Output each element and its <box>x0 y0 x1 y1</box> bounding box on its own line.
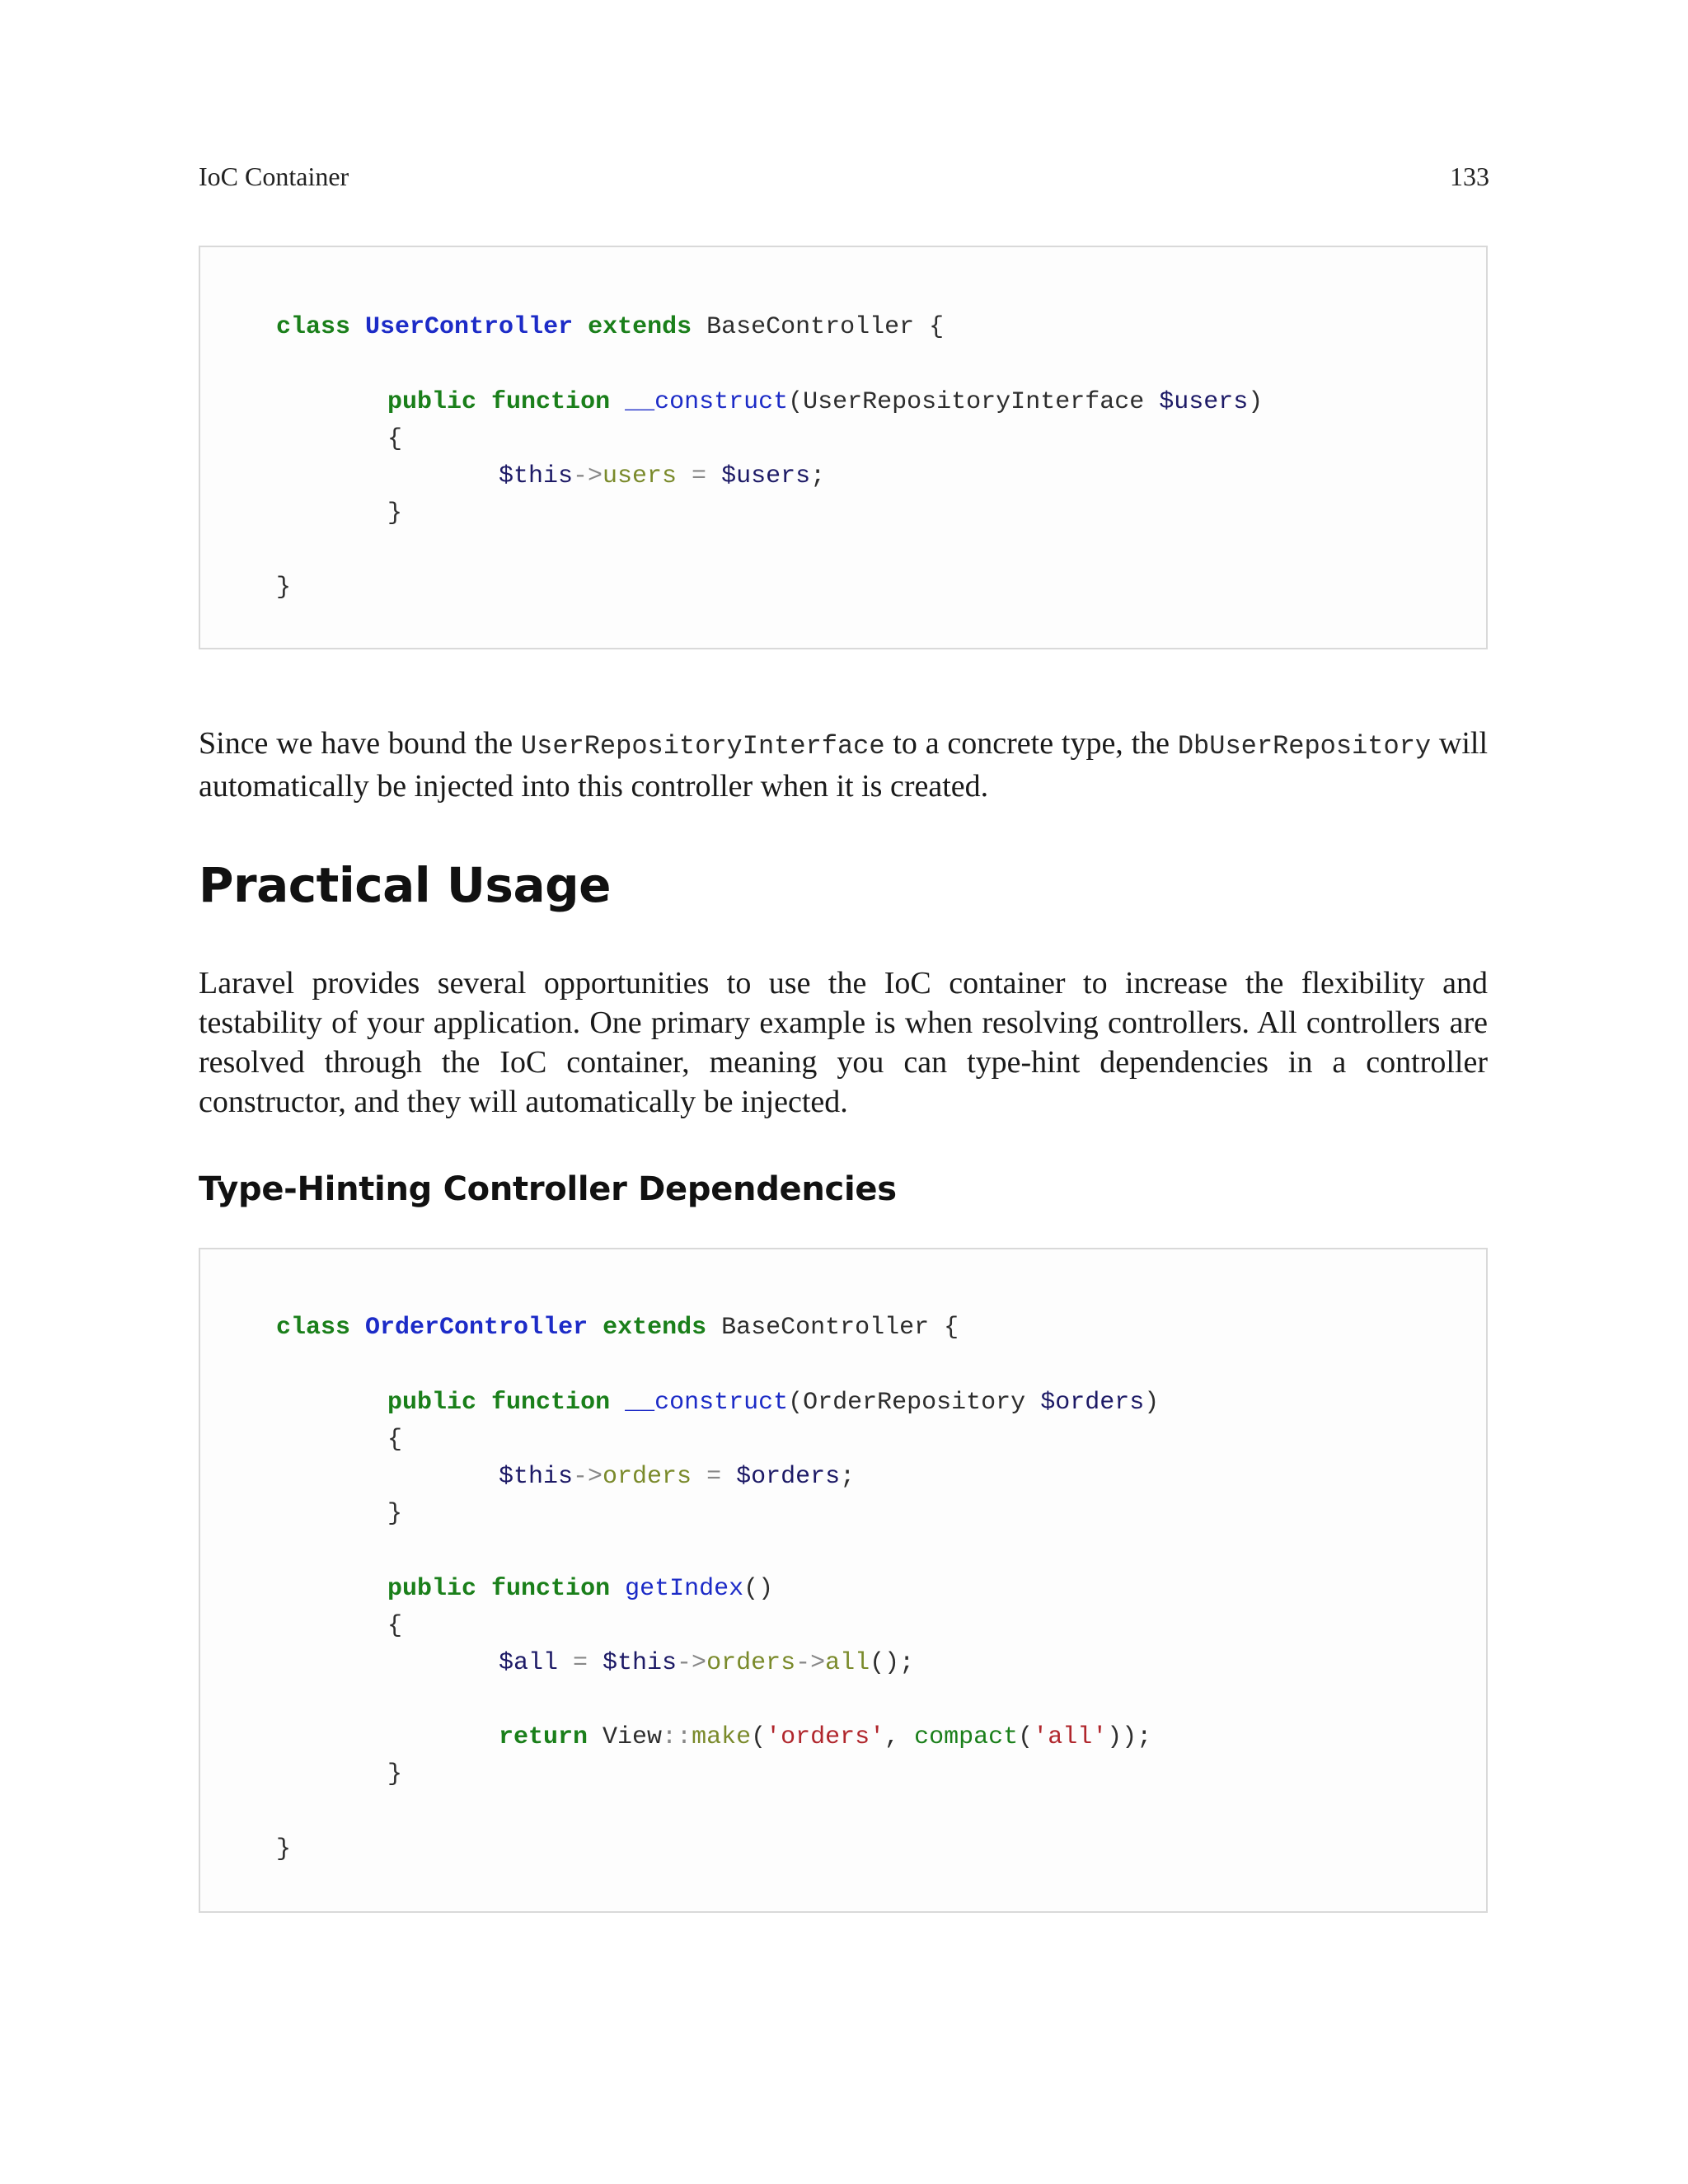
code-text: (); <box>870 1649 915 1677</box>
code-string: 'all' <box>1033 1723 1108 1751</box>
code-operator: -> <box>795 1649 826 1677</box>
code-property: orders <box>706 1649 796 1677</box>
code-line <box>387 1386 1159 1419</box>
code-function-name: __construct <box>625 388 789 416</box>
inline-code: DbUserRepository <box>1177 731 1432 762</box>
code-text: ( <box>751 1723 767 1751</box>
code-brace: } <box>276 574 292 602</box>
code-line <box>387 497 402 530</box>
code-operator: -> <box>573 1463 603 1491</box>
code-text: BaseController { <box>721 1314 959 1342</box>
code-property: all <box>825 1649 870 1677</box>
code-line <box>499 1647 914 1680</box>
code-keyword: public <box>387 1575 477 1603</box>
code-text: (OrderRepository <box>788 1389 1041 1417</box>
code-keyword: function <box>491 1575 611 1603</box>
code-class-name: OrderController <box>365 1314 588 1342</box>
code-text: BaseController { <box>706 313 945 341</box>
code-line <box>387 1610 402 1643</box>
code-line <box>276 1833 291 1866</box>
code-variable: $all <box>499 1649 559 1677</box>
paragraph-text: will automatically be injected into this controller when it is created. <box>199 726 1489 804</box>
code-block-user-controller <box>199 246 1488 649</box>
inline-code: UserRepositoryInterface <box>520 731 885 762</box>
code-class-name: UserController <box>365 313 574 341</box>
code-keyword: function <box>491 1389 611 1417</box>
paragraph-text: to a concrete type, the <box>884 726 1178 761</box>
code-method: make <box>692 1723 752 1751</box>
code-brace: } <box>387 1760 403 1788</box>
code-text: )); <box>1107 1723 1152 1751</box>
code-operator: = <box>558 1649 603 1677</box>
code-function-name: getIndex <box>625 1575 744 1603</box>
code-operator: :: <box>662 1723 692 1751</box>
code-keyword: return <box>499 1723 588 1751</box>
code-text: ( <box>1018 1723 1034 1751</box>
code-line <box>387 423 402 456</box>
code-keyword: public <box>387 388 477 416</box>
code-variable: $orders <box>1040 1389 1145 1417</box>
code-keyword: class <box>276 1314 351 1342</box>
section-heading: Practical Usage <box>199 857 611 913</box>
code-variable: $this <box>603 1649 678 1677</box>
code-text: ) <box>1248 388 1264 416</box>
code-brace: { <box>387 1426 403 1454</box>
code-brace: } <box>276 1835 292 1863</box>
code-text: ; <box>840 1463 856 1491</box>
code-line <box>499 460 825 493</box>
code-text: ; <box>810 462 826 490</box>
code-text: ) <box>1144 1389 1160 1417</box>
code-operator: = <box>692 1463 737 1491</box>
code-line <box>276 571 291 604</box>
code-line <box>387 1758 402 1791</box>
code-keyword: function <box>491 388 611 416</box>
code-line <box>387 386 1263 419</box>
code-brace: } <box>387 1500 403 1528</box>
code-line <box>387 1423 402 1456</box>
code-line <box>387 1497 402 1530</box>
code-variable: $users <box>721 462 811 490</box>
code-operator: -> <box>677 1649 707 1677</box>
code-keyword: public <box>387 1389 477 1417</box>
code-brace: { <box>387 1612 403 1640</box>
paragraph: Laravel provides several opportunities to use the IoC container to increase the flexibility and testability of your application. One primary example is when resolving controllers. All controllers are resolved through the IoC container, meaning you can type-hint dependencies in a controller constructor, and they will automatically be injected. <box>199 966 1488 1119</box>
page-number: 133 <box>1450 162 1489 191</box>
code-operator: = <box>677 462 722 490</box>
code-line <box>499 1460 855 1493</box>
code-variable: $this <box>499 1463 574 1491</box>
code-operator: -> <box>573 462 603 490</box>
code-variable: $users <box>1159 388 1249 416</box>
code-text: () <box>743 1575 774 1603</box>
code-class-name: View <box>588 1723 663 1751</box>
code-function-name: __construct <box>625 1389 789 1417</box>
code-keyword: class <box>276 313 351 341</box>
code-variable: $this <box>499 462 574 490</box>
code-property: users <box>603 462 678 490</box>
code-brace: { <box>387 425 403 453</box>
code-text: (UserRepositoryInterface <box>788 388 1160 416</box>
code-keyword: extends <box>588 313 692 341</box>
code-string: 'orders' <box>766 1723 885 1751</box>
code-block-order-controller <box>199 1248 1488 1913</box>
code-builtin: compact <box>914 1723 1019 1751</box>
code-line <box>499 1721 1151 1754</box>
code-text: , <box>884 1723 915 1751</box>
running-header <box>199 162 1489 192</box>
code-brace: } <box>387 499 403 527</box>
code-keyword: extends <box>603 1314 707 1342</box>
code-line <box>276 311 944 344</box>
chapter-title: IoC Container <box>199 162 349 191</box>
code-line <box>387 1572 773 1605</box>
paragraph <box>199 724 1488 806</box>
code-line <box>276 1311 959 1344</box>
subsection-heading: Type-Hinting Controller Dependencies <box>199 1170 897 1208</box>
code-property: orders <box>603 1463 692 1491</box>
code-variable: $orders <box>736 1463 841 1491</box>
paragraph-text: Since we have bound the <box>199 726 521 761</box>
